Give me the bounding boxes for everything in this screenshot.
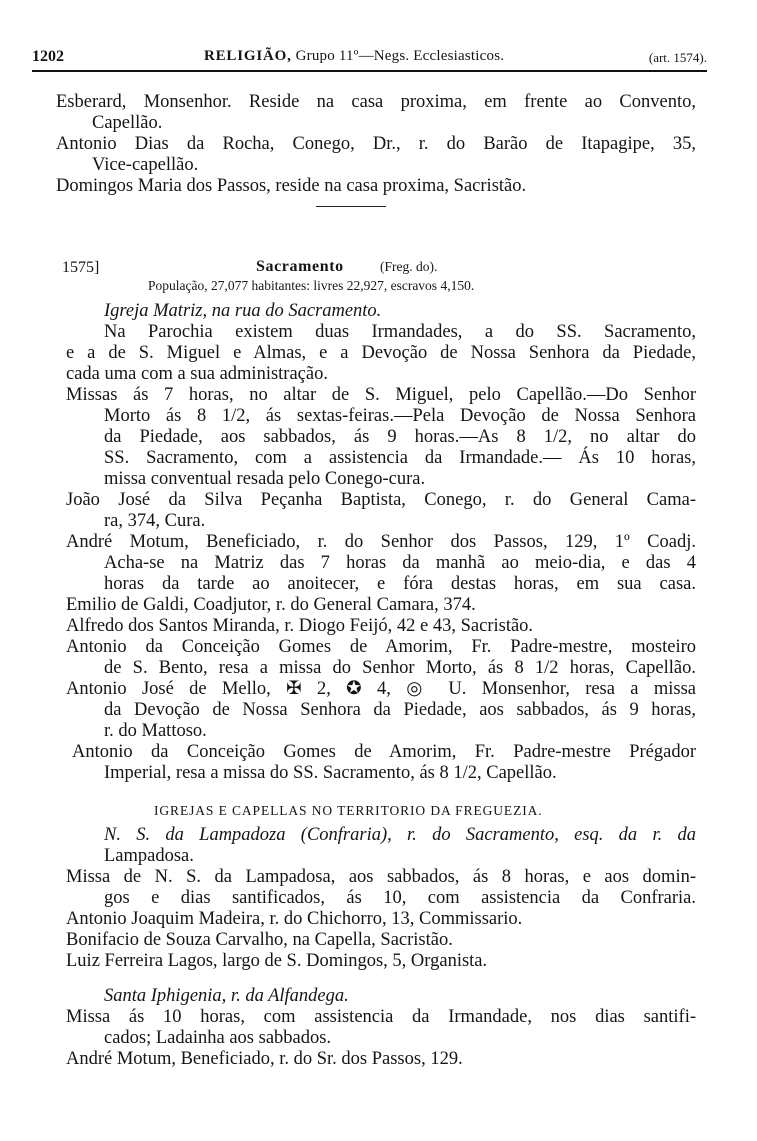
matriz-line: missa conventual resada pelo Conego-cura. — [104, 469, 426, 489]
iphigenia-heading: Santa Iphigenia, r. da Alfandega. — [104, 986, 349, 1006]
matriz-line: Antonio José de Mello, ✠ 2, ✪ 4, ◎ U. Monsenhor, resa a missa — [66, 679, 696, 699]
top-entry-line: Capellão. — [92, 113, 163, 133]
section-title-suffix: (Freg. do). — [380, 259, 438, 274]
matriz-line: da Piedade, aos sabbados, ás 9 horas.—As 8 1/2, no altar do — [104, 427, 696, 447]
lampadoza-line: N. S. da Lampadoza (Confraria), r. do Sacramento, esq. da r. da — [104, 825, 696, 845]
matriz-line: horas da tarde ao anoitecer, e fóra destas horas, em sua casa. — [104, 574, 696, 594]
matriz-line: Emilio de Galdi, Coadjutor, r. do General Camara, 374. — [66, 595, 476, 615]
matriz-line: da Devoção de Nossa Senhora da Piedade, aos sabbados, ás 9 horas, — [104, 700, 696, 720]
matriz-line: de S. Bento, resa a missa do Senhor Morto, ás 8 1/2 horas, Capellão. — [104, 658, 696, 678]
iphigenia-line: André Motum, Beneficiado, r. do Sr. dos Passos, 129. — [66, 1049, 463, 1069]
matriz-line: Acha-se na Matriz das 7 horas da manhã ao meio-dia, e das 4 — [104, 553, 696, 573]
lampadoza-line: Missa de N. S. da Lampadosa, aos sabbados, ás 8 horas, e aos domin- — [66, 867, 696, 887]
matriz-line: Na Parochia existem duas Irmandades, a do SS. Sacramento, — [104, 322, 696, 342]
matriz-line: Antonio da Conceição Gomes de Amorim, Fr. Padre-mestre, mosteiro — [66, 637, 696, 657]
iphigenia-line: cados; Ladainha aos sabbados. — [104, 1028, 332, 1048]
section-number: 1575] — [62, 259, 100, 276]
lampadoza-line: Lampadosa. — [104, 846, 194, 866]
lampadoza-line: gos e dias santificados, ás 10, com assistencia da Confraria. — [104, 888, 696, 908]
matriz-line: e a de S. Miguel e Almas, e a Devoção de Nossa Senhora da Piedade, — [66, 343, 696, 363]
running-title-rest: Grupo 11º—Negs. Ecclesiasticos. — [295, 48, 505, 64]
running-title — [204, 48, 504, 65]
page-number: 1202 — [32, 48, 64, 65]
running-header — [32, 36, 707, 72]
matriz-line: SS. Sacramento, com a assistencia da Irmandade.— Ás 10 horas, — [104, 448, 696, 468]
matriz-line: cada uma com a sua administração. — [66, 364, 328, 384]
matriz-line: r. do Mattoso. — [104, 721, 207, 741]
matriz-line: Alfredo dos Santos Miranda, r. Diogo Feijó, 42 e 43, Sacristão. — [66, 616, 534, 636]
matriz-line: Morto ás 8 1/2, ás sextas-feiras.—Pela Devoção de Nossa Senhora — [104, 406, 696, 426]
lampadoza-line: Luiz Ferreira Lagos, largo de S. Domingos, 5, Organista. — [66, 951, 488, 971]
matriz-line: André Motum, Beneficiado, r. do Senhor dos Passos, 129, 1º Coadj. — [66, 532, 696, 552]
subsection-title: IGREJAS E CAPELLAS NO TERRITORIO DA FREGUEZIA. — [154, 803, 543, 818]
matriz-line: João José da Silva Peçanha Baptista, Conego, r. do General Cama- — [66, 490, 696, 510]
article-reference: (art. 1574). — [648, 50, 707, 65]
running-title-main: RELIGIÃO, — [204, 48, 292, 64]
matriz-line: Imperial, resa a missa do SS. Sacramento, ás 8 1/2, Capellão. — [104, 763, 557, 783]
iphigenia-line: Missa ás 10 horas, com assistencia da Irmandade, nos dias santifi- — [66, 1007, 696, 1027]
section-title: Sacramento — [256, 258, 344, 275]
top-entry-line: Antonio Dias da Rocha, Conego, Dr., r. do Barão de Itapagipe, 35, — [56, 134, 696, 154]
lampadoza-line: Antonio Joaquim Madeira, r. do Chichorro, 13, Commissario. — [66, 909, 523, 929]
section-population: População, 27,077 habitantes: livres 22,927, escravos 4,150. — [148, 278, 475, 293]
lampadoza-line: Bonifacio de Souza Carvalho, na Capella, Sacristão. — [66, 930, 453, 950]
section-divider — [316, 206, 386, 207]
top-entry-line: Vice-capellão. — [92, 155, 199, 175]
matriz-heading: Igreja Matriz, na rua do Sacramento. — [104, 301, 382, 321]
matriz-line: Antonio da Conceição Gomes de Amorim, Fr. Padre-mestre Prégador — [72, 742, 696, 762]
matriz-line: ra, 374, Cura. — [104, 511, 206, 531]
top-entry-line: Esberard, Monsenhor. Reside na casa proxima, em frente ao Convento, — [56, 92, 696, 112]
matriz-line: Missas ás 7 horas, no altar de S. Miguel, pelo Capellão.—Do Senhor — [66, 385, 696, 405]
top-entry-line: Domingos Maria dos Passos, reside na casa proxima, Sacristão. — [56, 176, 527, 196]
